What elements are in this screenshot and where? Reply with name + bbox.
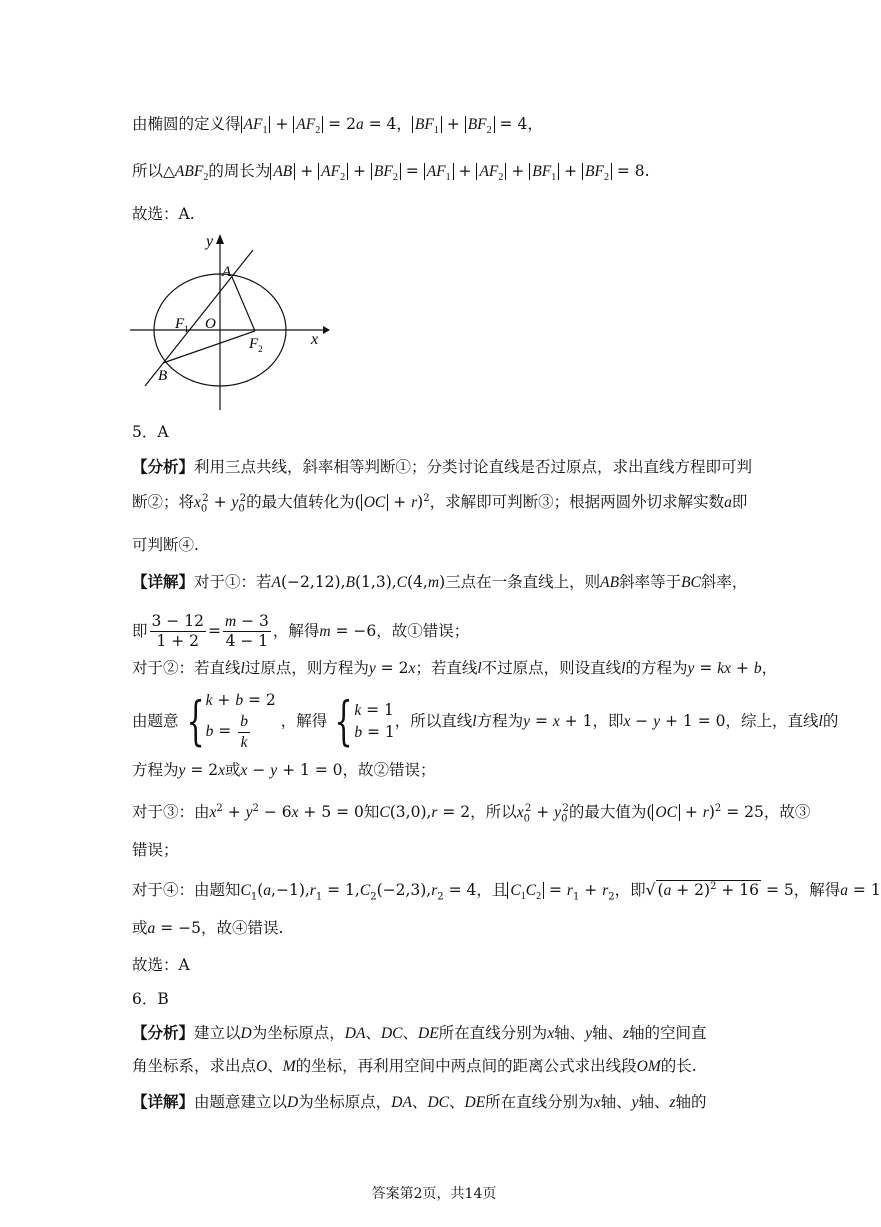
analysis-5-line-3: 可判断④.	[132, 536, 199, 554]
analysis-5-line-2: 断②；将$x_0^2 + y_0^2$的最大值转化为( OC + r)$^2$，求解即可判断③；根据两圆外切求解实数a即	[132, 493, 748, 515]
text-line-3: 故选：A.	[132, 205, 195, 223]
detail-5-line-10: 故选：A	[132, 956, 190, 974]
label-O: O	[205, 316, 216, 332]
detail-5-line-6: 对于③：由$x^2 + y^2 - 6x + 5 = 0$知C(3,0),r = 2，所以$x_0^2 + y_0^2$的最大值为( OC + r)$^2$ = 25，故③	[132, 803, 811, 825]
detail-5-line-3: 对于②：若直线l过原点，则方程为y = 2x；若直线l不过原点，则设直线l的方程为y = kx + b，	[132, 659, 778, 677]
page-footer: 答案第2页，共14页	[371, 1186, 497, 1202]
label-F1: $F_1$	[175, 316, 189, 334]
detail-6-line-1: 【详解】由题意建立以D为坐标原点，DA、DC、DE所在直线分别为x轴、y轴、z轴的	[132, 1092, 707, 1111]
label-F2: $F_2$	[249, 336, 263, 354]
detail-5-line-4: 由题意 { k + b = 2 b = $\frac{b}{k}$ ，解得 { k = 1 b = 1 ，所以直线l方程为y = x + 1，即x − y + 1 = 0，综上，直线l的	[132, 691, 839, 752]
label-B: B	[158, 368, 168, 384]
detail-5-line-7: 错误；	[132, 841, 179, 859]
y-axis-arrow	[216, 234, 224, 244]
analysis-6-line-2: 角坐标系，求出点O、M的坐标，再利用空间中两点间的距离公式求出线段OM的长.	[132, 1057, 697, 1075]
ellipse-figure	[125, 228, 335, 413]
detail-5-line-2: 即 $\frac{3 - 12}{1 + 2}$ = $\frac{m - 3}{4 - 1}$ ，解得m = −6，故①错误；	[132, 612, 470, 651]
text-line-1: 由椭圆的定义得 $AF_1 + AF_2 = 2a = 4$， $BF_1 + BF_2 = 4$，	[132, 115, 543, 137]
segment-BF2	[163, 331, 255, 363]
x-axis-arrow	[323, 326, 330, 334]
detail-5-line-1: 【详解】对于①：若A(−2,12),B(1,3),C(4,m)三点在一条直线上，则AB斜率等于BC斜率，	[132, 572, 748, 591]
detail-5-line-5: 方程为y = 2x或x − y + 1 = 0，故②错误；	[132, 761, 436, 779]
detail-5-line-8: 对于④：由题知$C_1(a,-1),r_1 = 1,C_2(-2,3),r_2 = 4$，且 $C_1C_2 = r_1 + r_2$，即√ $(a + 2)^2 + 16 = 5$，解得a = 1	[132, 881, 881, 903]
segment-AF2	[232, 277, 255, 331]
answer-6-heading: 6．B	[132, 990, 169, 1008]
label-x: x	[311, 331, 319, 348]
analysis-5-line-1: 【分析】利用三点共线，斜率相等判断①；分类讨论直线是否过原点，求出直线方程即可判	[132, 457, 753, 476]
answer-5-heading: 5．A	[132, 423, 169, 441]
label-A: A	[222, 264, 232, 280]
text-line-2: 所以$\triangle ABF_2$的周长为 AB + $AF_2 + BF_2 = AF_1 + AF_2 + BF_1 + BF_2 = 8$.	[132, 162, 650, 184]
detail-5-line-9: 或a = −5，故④错误.	[132, 919, 284, 937]
analysis-6-line-1: 【分析】建立以D为坐标原点，DA、DC、DE所在直线分别为x轴、y轴、z轴的空间直	[132, 1023, 707, 1042]
label-y: y	[206, 233, 214, 250]
line-AB	[145, 250, 253, 386]
